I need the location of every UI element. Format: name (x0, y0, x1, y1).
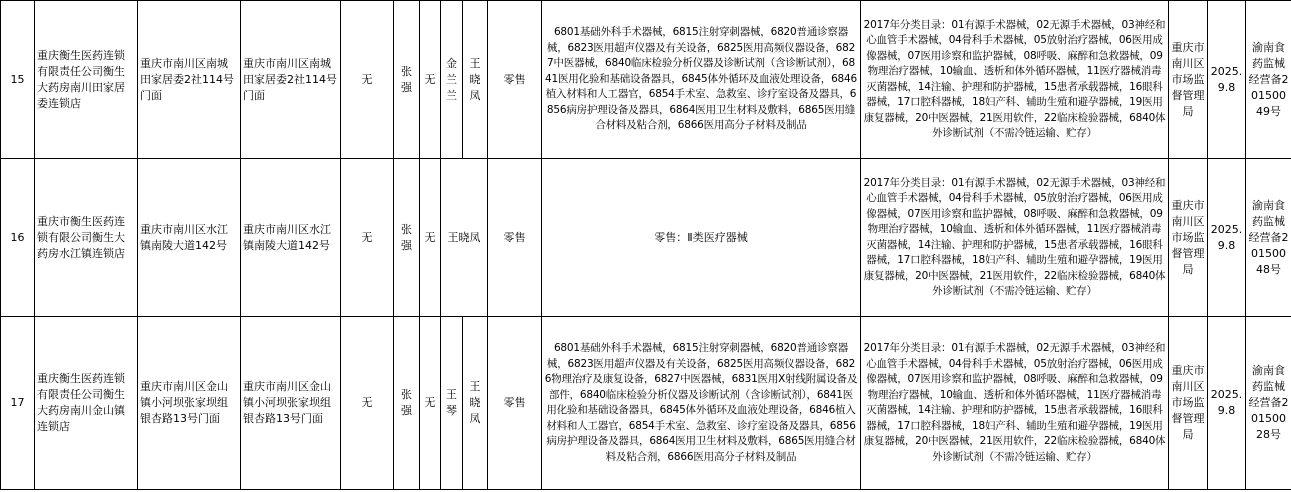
business-address: 重庆市南川区南城田家居委2社114号门面 (138, 1, 241, 159)
none-value: 无 (420, 159, 441, 317)
business-mode: 零售 (488, 317, 542, 490)
quality-manager: 金兰兰 (441, 1, 463, 159)
business-address: 重庆市南川区金山镇小河坝张家坝组银杏路13号门面 (138, 317, 241, 490)
warehouse-address: 重庆市南川区水江镇南陵大道142号 (241, 159, 341, 317)
warehouse-address: 重庆市南川区南城田家居委2社114号门面 (241, 1, 341, 159)
company-name: 重庆衡生医药连锁有限责任公司衡生大药房南川金山镇连锁店 (35, 317, 138, 490)
record-date: 2025.9.8 (1208, 1, 1246, 159)
none-value: 无 (420, 1, 441, 159)
record-number: 渝南食药监械经营备20150049号 (1246, 1, 1291, 159)
record-authority: 重庆市南川区市场监督管理局 (1169, 159, 1208, 317)
business-mode: 零售 (488, 159, 542, 317)
warehouse-address: 重庆市南川区金山镇小河坝张家坝组银杏路13号门面 (241, 317, 341, 490)
legal-representative: 张强 (394, 1, 420, 159)
record-number: 渝南食药监械经营备20150048号 (1246, 159, 1291, 317)
none-value: 无 (341, 159, 394, 317)
business-scope-2017: 2017年分类目录：01有源手术器械，02无源手术器械，03神经和心血管手术器械，04骨科手术器械，05放射治疗器械，06医用成像器械，07医用诊察和监护器械，08呼吸、麻醉和急救器械，09物理治疗器械，10输血、透析和体外循环器械，11医疗器械消毒灭菌器械，14注输、护理和防护器械，15患者承载器械，16眼科器械，17口腔科器械，18妇产科、辅助生殖和避孕器械，19医用康复器械，20中医器械，21医用软件，22临床检验器械，6840体外诊断试剂（不需冷链运输、贮存） (861, 317, 1169, 490)
business-scope-2017: 2017年分类目录：01有源手术器械，02无源手术器械，03神经和心血管手术器械，04骨科手术器械，05放射治疗器械，06医用成像器械，07医用诊察和监护器械，08呼吸、麻醉和急救器械，09物理治疗器械，10输血、透析和体外循环器械，11医疗器械消毒灭菌器械，14注输、护理和防护器械，15患者承载器械，16眼科器械，17口腔科器械，18妇产科、辅助生殖和避孕器械，19医用康复器械，20中医器械，21医用软件，22临床检验器械，6840体外诊断试剂（不需冷链运输、贮存） (861, 159, 1169, 317)
business-address: 重庆市南川区水江镇南陵大道142号 (138, 159, 241, 317)
business-scope-old: 6801基础外科手术器械，6815注射穿刺器械，6820普通诊察器械，6823医用超声仪器及有关设备，6825医用高频仪器设备，6826物理治疗及康复设备，6827中医器械，6831医用X射线附属设备及部件，6840临床检验分析仪器及诊断试剂（含诊断试剂），6841医用化验和基础设备器具，6845体外循环及血液处理设备，6846植入材料和人工器官，6854手术室、急救室、诊疗室设备及器具，6856病房护理设备及器具，6864医用卫生材料及敷料，6865医用缝合材料及粘合剂，6866医用高分子材料及制品 (542, 317, 861, 490)
responsible-person: 王晓凤 (463, 1, 488, 159)
row-number: 15 (1, 1, 35, 159)
row-number: 16 (1, 159, 35, 317)
none-value: 无 (420, 317, 441, 490)
none-value: 无 (341, 317, 394, 490)
quality-manager: 王琴 (441, 317, 463, 490)
company-name: 重庆市衡生医药连锁有限公司衡生大药房水江镇连锁店 (35, 159, 138, 317)
row-number: 17 (1, 317, 35, 490)
business-scope-old: 6801基础外科手术器械，6815注射穿刺器械，6820普通诊察器械，6823医用超声仪器及有关设备，6825医用高频仪器设备，6827中医器械，6840临床检验分析仪器及诊断试剂（含诊断试剂），6841医用化验和基础设备器具，6845体外循环及血液处理设备，6846植入材料和人工器官，6854手术室、急救室、诊疗室设备及器具，6856病房护理设备及器具，6864医用卫生材料及敷料，6865医用缝合材料及粘合剂，6866医用高分子材料及制品 (542, 1, 861, 159)
record-date: 2025.9.8 (1208, 159, 1246, 317)
record-authority: 重庆市南川区市场监督管理局 (1169, 317, 1208, 490)
business-scope-old: 零售：Ⅱ类医疗器械 (542, 159, 861, 317)
business-scope-2017: 2017年分类目录：01有源手术器械，02无源手术器械，03神经和心血管手术器械，04骨科手术器械，05放射治疗器械，06医用成像器械，07医用诊察和监护器械，08呼吸、麻醉和急救器械，09物理治疗器械，10输血、透析和体外循环器械，11医疗器械消毒灭菌器械，14注输、护理和防护器械，15患者承载器械，16眼科器械，17口腔科器械，18妇产科、辅助生殖和避孕器械，19医用康复器械，20中医器械，21医用软件，22临床检验器械，6840体外诊断试剂（不需冷链运输、贮存） (861, 1, 1169, 159)
company-name: 重庆衡生医药连锁有限责任公司衡生大药房南川田家居委连锁店 (35, 1, 138, 159)
table-row (1, 1, 1291, 159)
responsible-person: 王晓凤 (441, 159, 488, 317)
none-value: 无 (341, 1, 394, 159)
legal-representative: 张强 (394, 317, 420, 490)
record-authority: 重庆市南川区市场监督管理局 (1169, 1, 1208, 159)
table-row (1, 317, 1291, 490)
record-number: 渝南食药监械经营备20150028号 (1246, 317, 1291, 490)
table-row (1, 159, 1291, 317)
record-date: 2025.9.8 (1208, 317, 1246, 490)
responsible-person: 王晓凤 (463, 317, 488, 490)
legal-representative: 张强 (394, 159, 420, 317)
business-mode: 零售 (488, 1, 542, 159)
